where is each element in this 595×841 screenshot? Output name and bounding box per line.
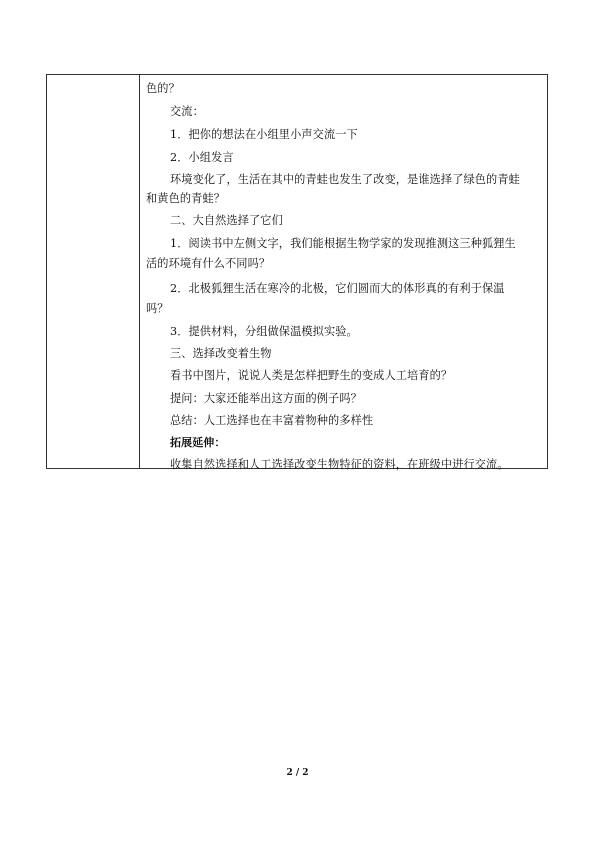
- section-heading: 三、选择改变着生物: [170, 347, 272, 360]
- text-line: 收集自然选择和人工选择改变生物特征的资料，在班级中进行交流。: [170, 458, 509, 471]
- page-number: 2 / 2: [286, 768, 309, 778]
- table-right-cell: [140, 75, 547, 471]
- text-line: 总结：人工选择也在丰富着物种的多样性: [170, 414, 374, 427]
- text-line: 吗？: [146, 302, 169, 315]
- text-line: 和黄色的青蛙？: [146, 192, 226, 205]
- text-line: 3．提供材料，分组做保温模拟实验。: [170, 325, 358, 338]
- text-line: 看书中图片，说说人类是怎样把野生的变成人工培育的？: [170, 369, 453, 382]
- text-line: 交流：: [170, 105, 204, 118]
- text-line: 1．把你的想法在小组里小声交流一下: [170, 128, 358, 141]
- text-line: 1．阅读书中左侧文字，我们能根据生物学家的发现推测这三种狐狸生: [170, 237, 516, 250]
- text-line: 2．小组发言: [170, 151, 234, 164]
- text-line: 活的环境有什么不同吗？: [146, 257, 271, 270]
- text-line: 提问：大家还能举出这方面的例子吗？: [170, 392, 362, 405]
- text-line: 二、大自然选择了它们: [170, 214, 283, 227]
- text-line: 2．北极狐狸生活在寒冷的北极，它们圆而大的体形真的有利于保温: [170, 282, 505, 295]
- extension-heading: 拓展延伸：: [170, 436, 226, 449]
- text-line: 环境变化了，生活在其中的青蛙也发生了改变，是谁选择了绿色的青蛙: [170, 173, 520, 186]
- table-left-cell: [47, 75, 140, 468]
- text-line: 色的？: [146, 82, 180, 95]
- content-table: [46, 74, 548, 469]
